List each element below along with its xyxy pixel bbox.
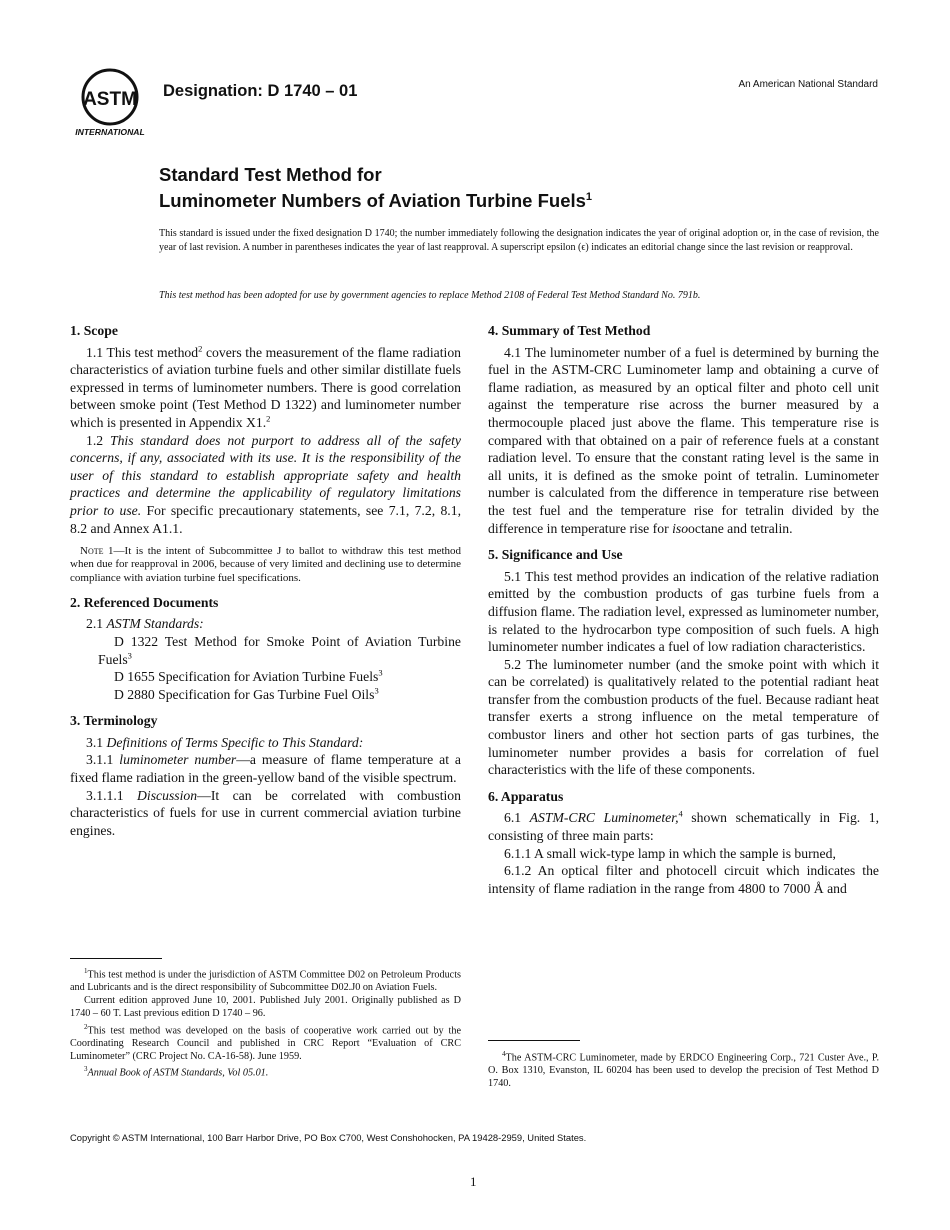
paragraph-6-1: 6.1 ASTM-CRC Luminometer,$^4$ shown schematically in Fig. 1, consisting of three main parts: <box>488 808 880 844</box>
note-1: Note 1—It is the intent of Subcommittee J to ballot to withdraw this test method when due for reapproval in 2006, because of very limited and declining use to determine compliance with aviation turbine fuel specifications. <box>70 545 462 584</box>
footnote-2: $^2$This test method was developed on the basis of cooperative work carried out by the Coordinating Research Council and published in CRC Report “Evaluation of CRC Luminometer” (CRC Project No. CA-16-58). June 1959. <box>70 1022 461 1062</box>
title-line-1: Standard Test Method for <box>159 164 382 185</box>
footnote-rule-right <box>488 1040 580 1041</box>
title-line-2: Luminometer Numbers of Aviation Turbine Fuels <box>159 190 586 212</box>
section-heading-apparatus: 6. Apparatus <box>488 788 564 804</box>
title-footnote-mark: 1 <box>585 191 593 203</box>
copyright-notice: Copyright © ASTM International, 100 Barr Harbor Drive, PO Box C700, West Conshohocken, PA 19428-2959, United States. <box>70 1132 587 1143</box>
footnote-4: $^4$The ASTM-CRC Luminometer, made by ERDCO Engineering Corp., 721 Custer Ave., P. O. Box 1310, Evanston, IL 60204 has been used to develop the precision of Test Method D 1740. <box>488 1050 879 1089</box>
reference-d2880: D 2880 Specification for Gas Turbine Fuel Oils$^3$ <box>114 685 379 702</box>
left-column <box>70 322 461 839</box>
logo-mark: ASTM <box>83 89 137 110</box>
paragraph-2-1: 2.1 ASTM Standards: <box>86 616 204 632</box>
paragraph-3-1-1: 3.1.1 luminometer number—a measure of flame temperature at a fixed flame radiation in the green-yellow band of the visible spectrum. <box>70 752 461 786</box>
paragraph-5-2: 5.2 The luminometer number (and the smoke point with which it can be correlated) is qualitatively related to the potential radiant heat transfer from the combustion products of the fuel. Because radiant heat transfer exerts a strong influence on the metal temperature of combustor liners and other hot section parts of gas turbines, the luminometer number provides a basis for correlation of fuel characteristics with the life of these components. <box>488 656 879 778</box>
section-heading-terminology: 3. Terminology <box>70 713 158 729</box>
paragraph-5-1: 5.1 This test method provides an indication of the relative radiation emitted by the combustion products of gas turbine fuels from a diffusion flame. The radiation level, expressed as luminometer number, is related to the hydrocarbon type composition of such fuels. A high luminometer number indicates a fuel of low radiation characteristics. <box>488 568 879 655</box>
footnote-1-edition: Current edition approved June 10, 2001. Published July 2001. Originally published as D 1740 – 60 T. Last previous edition D 1740 – 96. <box>70 994 461 1019</box>
section-heading-summary: 4. Summary of Test Method <box>488 323 651 338</box>
logo-caption: INTERNATIONAL <box>75 127 145 137</box>
issuance-statement: This standard is issued under the fixed designation D 1740; the number immediately following the designation indicates the year of original adoption or, in the case of revision, the year of last revision. A number in parentheses indicates the year of last reapproval. A superscript epsilon (ϵ) indicates an editorial change since the last revision or reapproval. <box>159 228 879 253</box>
paragraph-1-2: 1.2 This standard does not purport to address all of the safety concerns, if any, associated with its use. It is the responsibility of the user of this standard to establish appropriate safety and health practices and determine the applicability of regulatory limitations prior to use. For specific precautionary statements, see 7.1, 7.2, 8.1, 8.2 and Annex A1.1. <box>70 432 461 536</box>
reference-d1322: D 1322 Test Method for Smoke Point of Aviation Turbine Fuels$^3$ <box>98 633 461 667</box>
section-heading-scope: 1. Scope <box>70 323 118 338</box>
paragraph-6-1-1: 6.1.1 A small wick-type lamp in which the sample is burned, <box>504 845 836 861</box>
footnote-rule-left <box>70 958 162 959</box>
paragraph-4-1: 4.1 The luminometer number of a fuel is determined by burning the fuel in the ASTM-CRC Luminometer lamp and obtaining a curve of flame radiation, as measured by an optical filter and photo cell unit against the temperature rise across the burner measured by a thermocouple placed just above the flame. This temperature rise is compared with that obtained on a pair of reference fuels at a constant radiation level. To ensure that the constant rating level is the same in all units, it is defined as the smoke point of tetralin. Luminometer number is calculated from the difference in temperature rise between the test fuel and the temperature rise for tetralin divided by the difference in temperature rise for isooctane and tetralin. <box>488 344 879 536</box>
paragraph-1-1: 1.1 This test method$^2$ covers the measurement of the flame radiation characteristics of aviation turbine fuels and other similar distillate fuels expressed in terms of luminometer numbers. There is good correlation between smoke point (Test Method D 1322) and luminometer number which is presented in Appendix X1.$^2$ <box>70 343 462 430</box>
footnotes-left <box>70 965 461 1081</box>
astm-logo <box>70 65 150 139</box>
section-heading-significance: 5. Significance and Use <box>488 547 623 563</box>
section-heading-referenced-documents: 2. Referenced Documents <box>70 594 219 610</box>
paragraph-3-1: 3.1 Definitions of Terms Specific to This Standard: <box>86 734 364 750</box>
designation: Designation: D 1740 – 01 <box>163 82 358 100</box>
footnote-3: $^3$Annual Book of ASTM Standards, Vol 05.01. <box>84 1065 269 1079</box>
page-number: 1 <box>470 1174 477 1189</box>
document-title <box>159 164 592 212</box>
right-column <box>488 322 879 897</box>
footnote-1: $^1$This test method is under the jurisdiction of ASTM Committee D02 on Petroleum Products and Lubricants and is the direct responsibility of Subcommittee D02.J0 on Aviation Fuels. <box>70 967 461 994</box>
adoption-statement: This test method has been adopted for use by government agencies to replace Method 2108 of Federal Test Method Standard No. 791b. <box>159 290 701 301</box>
paragraph-3-1-1-1: 3.1.1.1 Discussion—It can be correlated with combustion characteristics of fuels for use in current commercial aviation turbine engines. <box>70 787 461 838</box>
reference-d1655: D 1655 Specification for Aviation Turbine Fuels$^3$ <box>114 667 383 685</box>
paragraph-6-1-2: 6.1.2 An optical filter and photocell circuit which indicates the intensity of flame radiation in the range from 4800 to 7000 Å and <box>488 863 879 896</box>
national-standard-label: An American National Standard <box>738 79 878 90</box>
